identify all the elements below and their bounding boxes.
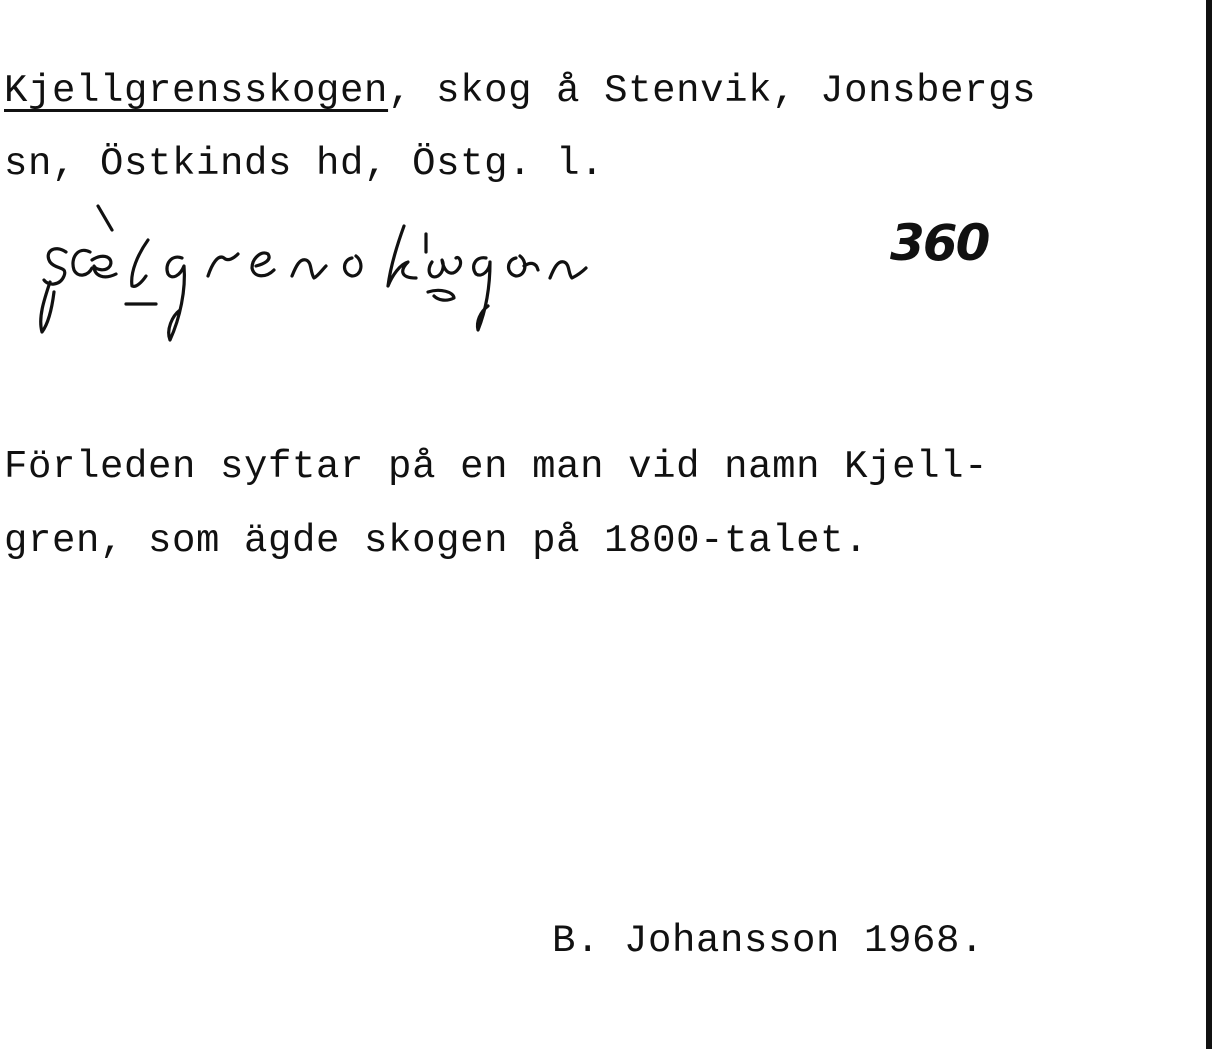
heading-line [4,69,1037,113]
location-line: sn, Östkinds hd, Östg. l. [4,142,605,186]
body-text-line: Förleden syftar på en man vid namn Kjell- [4,445,989,489]
headword: Kjellgrensskogen [4,69,389,113]
handwritten-pronunciation [30,200,670,350]
card-number: 360 [890,214,989,272]
signature: B. Johansson 1968. [552,919,985,963]
card-edge-line [1206,0,1212,1049]
body-text-line: gren, som ägde skogen på 1800-talet. [4,519,869,563]
location-text: , skog å Stenvik, Jonsbergs [388,69,1037,113]
